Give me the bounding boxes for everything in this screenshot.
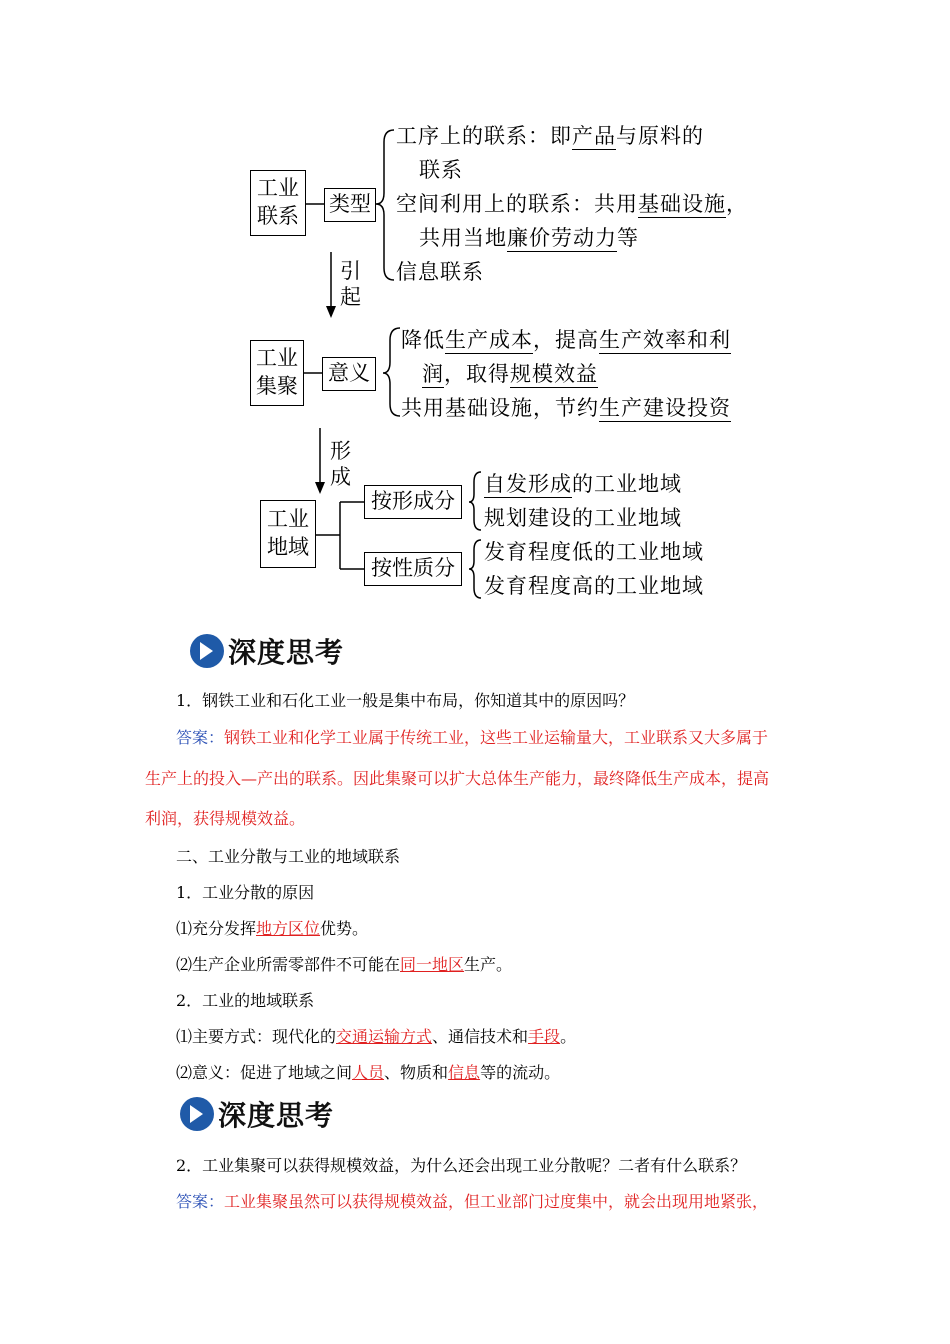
meaning-2: 共用基础设施，节约生产建设投资 <box>401 396 731 420</box>
box-line: 工业 <box>256 346 298 370</box>
section-heading-deep-thinking-2 <box>180 1094 334 1134</box>
question-1: 1．钢铁工业和石化工业一般是集中布局，你知道其中的原因吗？ <box>176 691 635 710</box>
chevron-right-icon <box>190 634 224 668</box>
box-type-label: 类型 <box>329 192 371 216</box>
item-2-2-2: ⑵意义：促进了地域之间人员、物质和信息等的流动。 <box>176 1063 561 1082</box>
box-line: 工业 <box>257 176 299 200</box>
answer-1-line-3: 利润，获得规模效益。 <box>145 809 306 828</box>
box-by-formation <box>364 485 462 519</box>
item-2-1-2: ⑵生产企业所需零部件不可能在同一地区生产。 <box>176 955 513 974</box>
linkage-space: 空间利用上的联系：共用基础设施， <box>396 192 748 216</box>
box-region <box>260 500 316 568</box>
answer-2-line-1 <box>176 1191 768 1213</box>
box-agglomeration <box>250 340 304 406</box>
answer-1-line-2: 生产上的投入—产出的联系。因此集聚可以扩大总体生产能力，最终降低生产成本，提高 <box>145 769 770 788</box>
box-meaning-label: 意义 <box>328 361 370 385</box>
section-heading-deep-thinking-1 <box>190 631 344 671</box>
item-2-1-1: ⑴充分发挥地方区位优势。 <box>176 919 369 938</box>
linkage-info: 信息联系 <box>396 260 484 284</box>
subsection-2-2-title: 2．工业的地域联系 <box>176 991 315 1010</box>
formation-1: 自发形成的工业地域 <box>484 472 682 496</box>
answer-text: 工业集聚虽然可以获得规模效益，但工业部门过度集中，就会出现用地紧张， <box>224 1192 769 1211</box>
nature-2: 发育程度高的工业地域 <box>484 574 704 598</box>
box-meaning <box>322 357 376 391</box>
item-2-2-1: ⑴主要方式：现代化的交通运输方式、通信技术和手段。 <box>176 1027 577 1046</box>
arrow1-label: 引 起 <box>340 259 362 309</box>
box-by-formation-label: 按形成分 <box>371 489 455 513</box>
box-line: 联系 <box>257 204 299 228</box>
linkage-process-cont: 联系 <box>419 158 463 182</box>
fill-blank: 地方区位 <box>256 919 321 938</box>
meaning-1: 降低生产成本，提高生产效率和利 <box>401 328 731 352</box>
meaning-1-cont: 润，取得规模效益 <box>422 362 598 386</box>
question-2: 2．工业集聚可以获得规模效益，为什么还会出现工业分散呢？二者有什么联系？ <box>176 1156 747 1175</box>
linkage-process: 工序上的联系：即产品与原料的 <box>396 124 704 148</box>
box-line: 工业 <box>267 507 309 531</box>
section-2-title: 二、工业分散与工业的地域联系 <box>176 847 401 866</box>
answer-1-line-1 <box>176 727 768 749</box>
heading-text: 深度思考 <box>228 636 345 669</box>
answer-text: 钢铁工业和化学工业属于传统工业，这些工业运输量大，工业联系又大多属于 <box>224 728 769 747</box>
answer-label: 答案： <box>176 728 225 747</box>
box-type <box>324 188 376 222</box>
chevron-right-icon <box>180 1097 214 1131</box>
answer-label: 答案： <box>176 1192 225 1211</box>
fill-blank: 信息 <box>448 1063 481 1082</box>
box-line: 集聚 <box>256 374 298 398</box>
subsection-2-1-title: 1．工业分散的原因 <box>176 883 315 902</box>
box-by-nature-label: 按性质分 <box>371 556 455 580</box>
fill-blank: 交通运输方式 <box>336 1027 433 1046</box>
box-by-nature <box>364 552 462 586</box>
box-industrial-linkage <box>250 170 306 236</box>
fill-blank: 手段 <box>528 1027 561 1046</box>
heading-text: 深度思考 <box>218 1099 335 1132</box>
fill-blank: 同一地区 <box>400 955 465 974</box>
fill-blank: 人员 <box>352 1063 385 1082</box>
arrow2-label: 形 成 <box>330 439 352 489</box>
nature-1: 发育程度低的工业地域 <box>484 540 704 564</box>
diagram-connectors <box>0 0 950 620</box>
linkage-space-cont: 共用当地廉价劳动力等 <box>419 226 639 250</box>
box-line: 地域 <box>267 535 309 559</box>
formation-2: 规划建设的工业地域 <box>484 506 682 530</box>
